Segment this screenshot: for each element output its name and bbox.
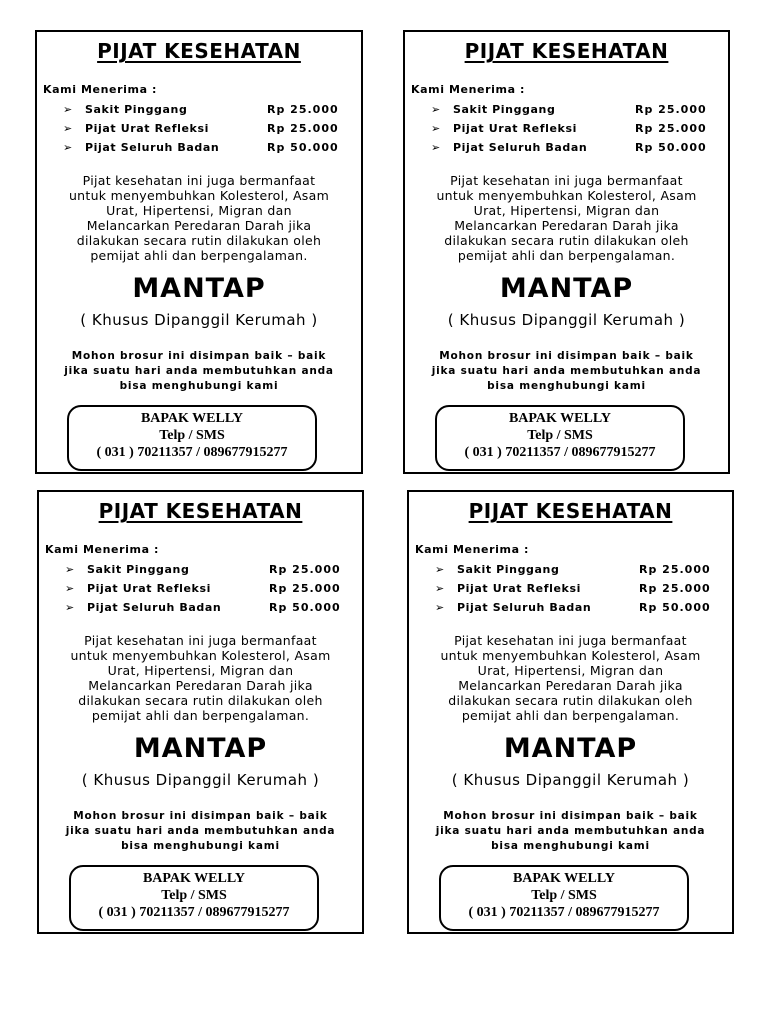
contact-box: [439, 865, 689, 931]
contact-phone: ( 031 ) 70211357 / 089677915277: [464, 445, 656, 460]
service-item: [63, 138, 343, 157]
description-line: pemijat ahli dan berpengalaman.: [90, 248, 308, 263]
service-name: Pijat Seluruh Badan: [457, 601, 592, 614]
description-line: untuk menyembuhkan Kolesterol, Asam: [70, 648, 331, 663]
service-price: Rp 50.000: [635, 141, 707, 154]
description-line: Melancarkan Peredaran Darah jika: [88, 678, 313, 693]
contact-channel: Telp / SMS: [159, 428, 225, 443]
description-line: Urat, Hipertensi, Migran dan: [477, 663, 664, 678]
service-name: Pijat Urat Refleksi: [453, 122, 577, 135]
receive-label: Kami Menerima :: [45, 543, 160, 556]
contact-name: BAPAK WELLY: [140, 411, 244, 426]
service-list: [63, 100, 343, 157]
description-line: Melancarkan Peredaran Darah jika: [86, 218, 312, 233]
arrow-bullet-icon: ➢: [63, 141, 73, 154]
home-call-note: ( Khusus Dipanggil Kerumah ): [447, 311, 686, 329]
flyer-card: [407, 490, 734, 934]
contact-channel: Telp / SMS: [531, 888, 597, 903]
home-call-note: ( Khusus Dipanggil Kerumah ): [80, 311, 318, 329]
service-name: Sakit Pinggang: [453, 103, 556, 116]
description-line: Urat, Hipertensi, Migran dan: [106, 203, 292, 218]
service-item: [435, 560, 715, 579]
service-list: [431, 100, 711, 157]
service-name: Pijat Seluruh Badan: [87, 601, 222, 614]
receive-label: Kami Menerima :: [43, 83, 158, 96]
contact-phone: ( 031 ) 70211357 / 089677915277: [468, 905, 660, 920]
description-line: Urat, Hipertensi, Migran dan: [473, 203, 660, 218]
home-call-note: ( Khusus Dipanggil Kerumah ): [81, 771, 320, 789]
keep-note-line: bisa menghubungi kami: [491, 840, 650, 852]
service-price: Rp 25.000: [267, 103, 339, 116]
keep-note-line: bisa menghubungi kami: [487, 380, 646, 392]
arrow-bullet-icon: ➢: [431, 103, 441, 116]
keep-note-line: bisa menghubungi kami: [121, 840, 280, 852]
description-line: dilakukan secara rutin dilakukan oleh: [76, 233, 322, 248]
service-list: [65, 560, 345, 617]
service-item: [435, 598, 715, 617]
description-line: Pijat kesehatan ini juga bermanfaat: [454, 633, 687, 648]
service-item: [65, 560, 345, 579]
receive-label: Kami Menerima :: [411, 83, 526, 96]
service-list: [435, 560, 715, 617]
contact-phone: ( 031 ) 70211357 / 089677915277: [96, 445, 288, 460]
service-name: Pijat Urat Refleksi: [85, 122, 209, 135]
service-name: Sakit Pinggang: [457, 563, 560, 576]
description-line: pemijat ahli dan berpengalaman.: [461, 708, 680, 723]
description: [43, 173, 355, 263]
description: [45, 633, 356, 723]
arrow-bullet-icon: ➢: [65, 601, 75, 614]
flyer-card: [403, 30, 730, 474]
contact-box: [435, 405, 685, 471]
service-item: [431, 119, 711, 138]
keep-note-line: jika suatu hari anda membutuhkan anda: [65, 825, 336, 837]
flyer-card: [37, 490, 364, 934]
service-item: [65, 579, 345, 598]
flyer-title: PIJAT KESEHATAN: [468, 499, 673, 523]
service-item: [63, 100, 343, 119]
keep-note-line: jika suatu hari anda membutuhkan anda: [64, 365, 334, 377]
contact-box: [69, 865, 319, 931]
service-price: Rp 25.000: [267, 122, 339, 135]
description-line: untuk menyembuhkan Kolesterol, Asam: [68, 188, 330, 203]
contact-name: BAPAK WELLY: [142, 871, 246, 886]
arrow-bullet-icon: ➢: [65, 563, 75, 576]
service-price: Rp 25.000: [269, 582, 341, 595]
description-line: untuk menyembuhkan Kolesterol, Asam: [440, 648, 701, 663]
keep-note-line: Mohon brosur ini disimpan baik – baik: [439, 350, 694, 362]
service-price: Rp 50.000: [269, 601, 341, 614]
description-line: Melancarkan Peredaran Darah jika: [454, 218, 679, 233]
keep-note-line: Mohon brosur ini disimpan baik – baik: [73, 810, 328, 822]
service-name: Pijat Urat Refleksi: [457, 582, 581, 595]
service-name: Pijat Seluruh Badan: [453, 141, 588, 154]
flyer-title: PIJAT KESEHATAN: [97, 39, 301, 63]
service-price: Rp 50.000: [639, 601, 711, 614]
service-item: [435, 579, 715, 598]
description-line: dilakukan secara rutin dilakukan oleh: [444, 233, 689, 248]
keep-brochure-note: [411, 349, 722, 394]
service-item: [431, 138, 711, 157]
arrow-bullet-icon: ➢: [63, 103, 73, 116]
description: [411, 173, 722, 263]
service-price: Rp 25.000: [635, 122, 707, 135]
service-price: Rp 25.000: [639, 563, 711, 576]
service-name: Sakit Pinggang: [85, 103, 188, 116]
description-line: dilakukan secara rutin dilakukan oleh: [448, 693, 693, 708]
brand-name: MANTAP: [132, 273, 266, 304]
service-name: Pijat Urat Refleksi: [87, 582, 211, 595]
service-price: Rp 25.000: [269, 563, 341, 576]
arrow-bullet-icon: ➢: [63, 122, 73, 135]
arrow-bullet-icon: ➢: [65, 582, 75, 595]
contact-name: BAPAK WELLY: [508, 411, 612, 426]
keep-brochure-note: [45, 809, 356, 854]
description-line: Urat, Hipertensi, Migran dan: [107, 663, 294, 678]
service-price: Rp 25.000: [639, 582, 711, 595]
arrow-bullet-icon: ➢: [435, 601, 445, 614]
contact-phone: ( 031 ) 70211357 / 089677915277: [98, 905, 290, 920]
service-item: [431, 100, 711, 119]
description: [415, 633, 726, 723]
home-call-note: ( Khusus Dipanggil Kerumah ): [451, 771, 690, 789]
arrow-bullet-icon: ➢: [435, 582, 445, 595]
brand-name: MANTAP: [503, 733, 638, 764]
arrow-bullet-icon: ➢: [431, 122, 441, 135]
service-price: Rp 50.000: [267, 141, 339, 154]
keep-brochure-note: [43, 349, 355, 394]
service-name: Pijat Seluruh Badan: [85, 141, 220, 154]
contact-channel: Telp / SMS: [161, 888, 227, 903]
description-line: Pijat kesehatan ini juga bermanfaat: [84, 633, 317, 648]
arrow-bullet-icon: ➢: [431, 141, 441, 154]
keep-note-line: jika suatu hari anda membutuhkan anda: [431, 365, 702, 377]
flyer-title: PIJAT KESEHATAN: [464, 39, 669, 63]
contact-channel: Telp / SMS: [527, 428, 593, 443]
contact-name: BAPAK WELLY: [512, 871, 616, 886]
description-line: untuk menyembuhkan Kolesterol, Asam: [436, 188, 697, 203]
service-item: [65, 598, 345, 617]
description-line: Pijat kesehatan ini juga bermanfaat: [450, 173, 683, 188]
description-line: pemijat ahli dan berpengalaman.: [457, 248, 676, 263]
service-price: Rp 25.000: [635, 103, 707, 116]
description-line: Pijat kesehatan ini juga bermanfaat: [82, 173, 316, 188]
description-line: dilakukan secara rutin dilakukan oleh: [78, 693, 323, 708]
service-item: [63, 119, 343, 138]
keep-brochure-note: [415, 809, 726, 854]
keep-note-line: bisa menghubungi kami: [119, 380, 279, 392]
keep-note-line: jika suatu hari anda membutuhkan anda: [435, 825, 706, 837]
flyer-card: [35, 30, 363, 474]
brand-name: MANTAP: [499, 273, 634, 304]
receive-label: Kami Menerima :: [415, 543, 530, 556]
flyer-title: PIJAT KESEHATAN: [98, 499, 303, 523]
description-line: Melancarkan Peredaran Darah jika: [458, 678, 683, 693]
contact-box: [67, 405, 317, 471]
brand-name: MANTAP: [133, 733, 268, 764]
keep-note-line: Mohon brosur ini disimpan baik – baik: [71, 350, 327, 362]
keep-note-line: Mohon brosur ini disimpan baik – baik: [443, 810, 698, 822]
arrow-bullet-icon: ➢: [435, 563, 445, 576]
service-name: Sakit Pinggang: [87, 563, 190, 576]
description-line: pemijat ahli dan berpengalaman.: [91, 708, 310, 723]
